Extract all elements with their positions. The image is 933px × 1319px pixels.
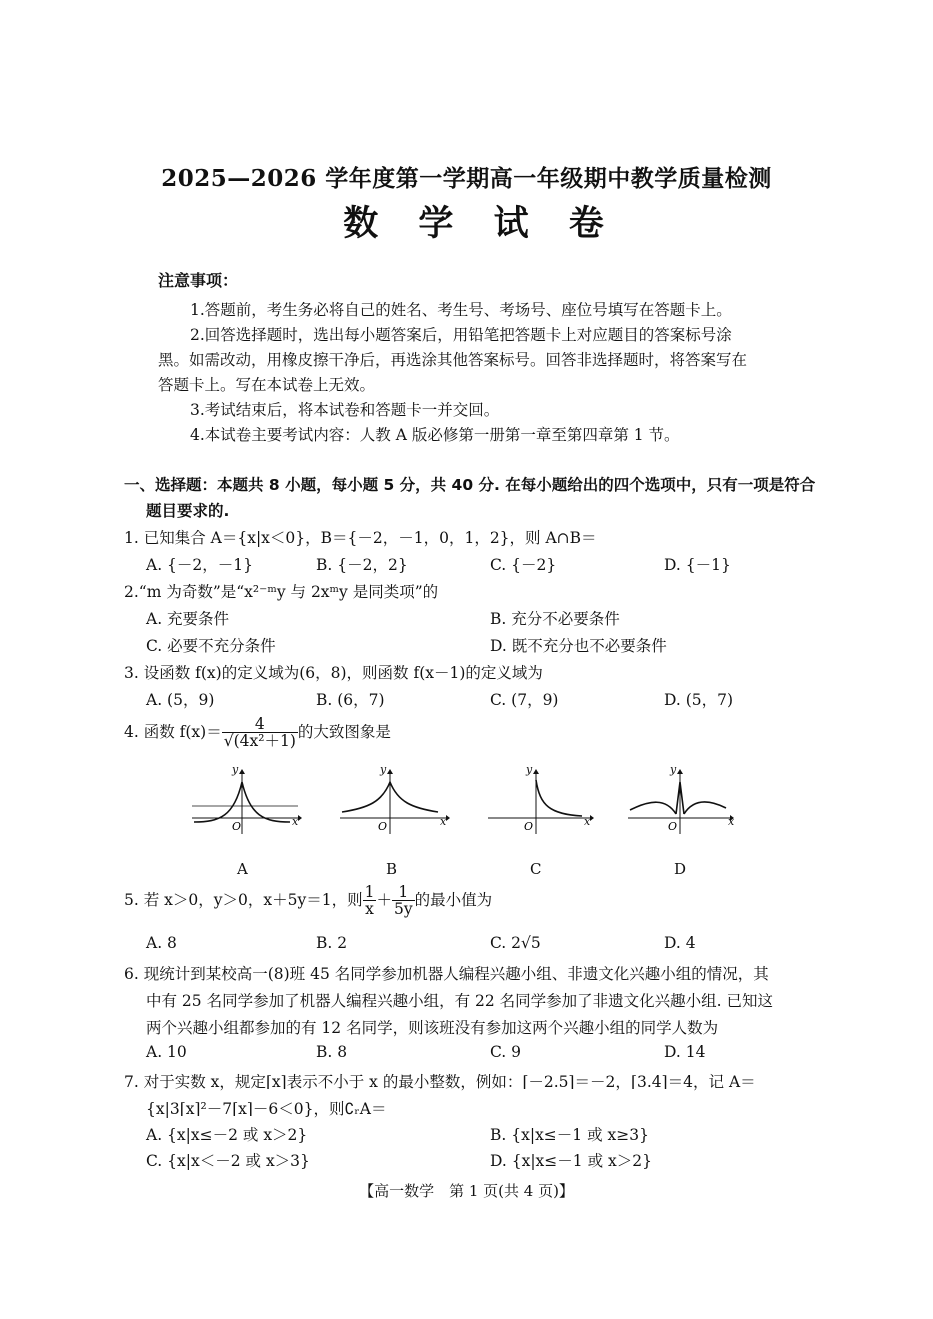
graph-c-x-label: x [584,815,591,828]
q6-line-1: 6. 现统计到某校高一(8)班 45 名同学参加机器人编程兴趣小组、非遗文化兴趣小组的情况，其 [124,965,769,983]
q5-option-c: C. 2√5 [490,934,541,952]
svg-text:O: O [524,820,534,833]
q1-option-b: B. {－2，2} [316,556,408,574]
q6-line-2: 中有 25 名同学参加了机器人编程兴趣小组，有 22 名同学参加了非遗文化兴趣小组. 已知这 [146,992,774,1010]
q4-label-c: C [530,860,542,878]
exam-subtitle: 数 学 试 卷 [343,203,618,244]
page-footer: 【高一数学 第 1 页(共 4 页)】 [359,1182,574,1200]
q7-option-b: B. {x|x≤－1 或 x≥3} [490,1126,649,1144]
q5-plus: ＋ [376,890,392,909]
graph-d-y-label: y [670,763,677,776]
graph-a-y-label: y [232,763,239,776]
q7-option-a: A. {x|x≤－2 或 x＞2} [146,1126,308,1144]
graph-b-y-label: y [380,763,387,776]
q3-option-c: C. (7，9) [490,691,559,709]
q3-stem: 3. 设函数 f(x)的定义域为(6，8)，则函数 f(x－1)的定义域为 [124,664,543,682]
q6-option-c: C. 9 [490,1043,522,1061]
note-line-4: 答题卡上。写在本试卷上无效。 [158,376,376,394]
note-line-1: 1.答题前，考生务必将自己的姓名、考生号、考场号、座位号填写在答题卡上。 [190,301,732,319]
q4-graph-c [486,763,598,836]
notes-heading: 注意事项： [158,271,239,290]
q2-option-a: A. 充要条件 [146,610,230,628]
q6-line-3: 两个兴趣小组都参加的有 12 名同学，则该班没有参加这两个兴趣小组的同学人数为 [146,1019,719,1037]
section-heading-line-2: 题目要求的. [146,502,230,520]
q4-fraction-numerator: 4 [222,716,298,733]
note-line-5: 3.考试结束后，将本试卷和答题卡一并交回。 [190,401,500,419]
q5-fraction-2-den: 5y [393,900,413,919]
q5-stem [124,884,492,918]
note-line-6: 4.本试卷主要考试内容：人教 A 版必修第一册第一章至第四章第 1 节。 [190,426,680,444]
q1-stem: 1. 已知集合 A＝{x|x＜0}，B＝{－2，－1，0，1，2}，则 A∩B＝ [124,529,597,547]
q5-fraction-2-num: 1 [392,884,415,901]
q5-option-a: A. 8 [146,934,177,952]
q3-option-a: A. (5，9) [146,691,215,709]
q7-line-1: 7. 对于实数 x，规定⌈x⌉表示不小于 x 的最小整数，例如：⌈－2.5⌉＝－2，⌈3.4⌉＝4，记 A＝ [124,1073,756,1091]
graph-c-y-label: y [526,763,533,776]
q1-option-c: C. {－2} [490,556,557,574]
note-line-3: 黑。如需改动，用橡皮擦干净后，再选涂其他答案标号。回答非选择题时，将答案写在 [158,351,748,369]
q4-fraction-denominator: √(4x²＋1) [223,732,296,751]
graph-b-x-label: x [440,815,447,828]
q4-label-b: B [386,860,398,878]
q1-option-a: A. {－2，－1} [146,556,253,574]
section-heading-line-1: 一、选择题：本题共 8 小题，每小题 5 分，共 40 分. 在每小题给出的四个选项中，只有一项是符合 [124,476,816,494]
q5-prefix: 5. 若 x＞0，y＞0，x＋5y＝1，则 [124,890,363,909]
q7-line-2: {x|3⌈x⌉²－7⌈x⌉－6＜0}，则∁ᵣA＝ [146,1100,387,1118]
q2-option-d: D. 既不充分也不必要条件 [490,637,667,655]
q4-label-d: D [674,860,687,878]
q4-graph-b [338,763,450,836]
q4-fraction [222,716,298,750]
q3-option-d: D. (5，7) [664,691,734,709]
q4-graph-d [626,763,738,836]
q5-fraction-1-den: x [365,900,374,919]
q6-option-b: B. 8 [316,1043,348,1061]
graph-a-origin: O [232,820,242,833]
q2-option-c: C. 必要不充分条件 [146,637,276,655]
q5-option-b: B. 2 [316,934,348,952]
q5-fraction-2 [392,884,415,918]
note-line-2: 2.回答选择题时，选出每小题答案后，用铅笔把答题卡上对应题目的答案标号涂 [190,326,732,344]
q2-stem: 2.“m 为奇数”是“x²⁻ᵐy 与 2xᵐy 是同类项”的 [124,583,439,601]
q5-fraction-1-num: 1 [364,883,375,901]
q4-prefix: 4. 函数 f(x)＝ [124,722,222,741]
q5-fraction-1 [363,884,377,918]
graph-a-x-label: x [292,815,299,828]
q6-option-a: A. 10 [146,1043,187,1061]
q4-stem [124,716,391,750]
q4-label-a: A [237,860,248,878]
q4-graph-a [190,763,302,836]
svg-text:O: O [378,820,388,833]
q5-option-d: D. 4 [664,934,696,952]
graph-d-x-label: x [728,815,735,828]
q5-suffix: 的最小值为 [414,890,493,909]
q7-option-d: D. {x|x≤－1 或 x＞2} [490,1152,652,1170]
exam-title: 2025—2026 学年度第一学期高一年级期中教学质量检测 [161,165,772,192]
q4-suffix: 的大致图象是 [297,722,391,741]
q2-option-b: B. 充分不必要条件 [490,610,620,628]
q1-option-d: D. {－1} [664,556,731,574]
q7-option-c: C. {x|x＜－2 或 x＞3} [146,1152,310,1170]
q6-option-d: D. 14 [664,1043,706,1061]
svg-text:O: O [668,820,678,833]
q3-option-b: B. (6，7) [316,691,385,709]
